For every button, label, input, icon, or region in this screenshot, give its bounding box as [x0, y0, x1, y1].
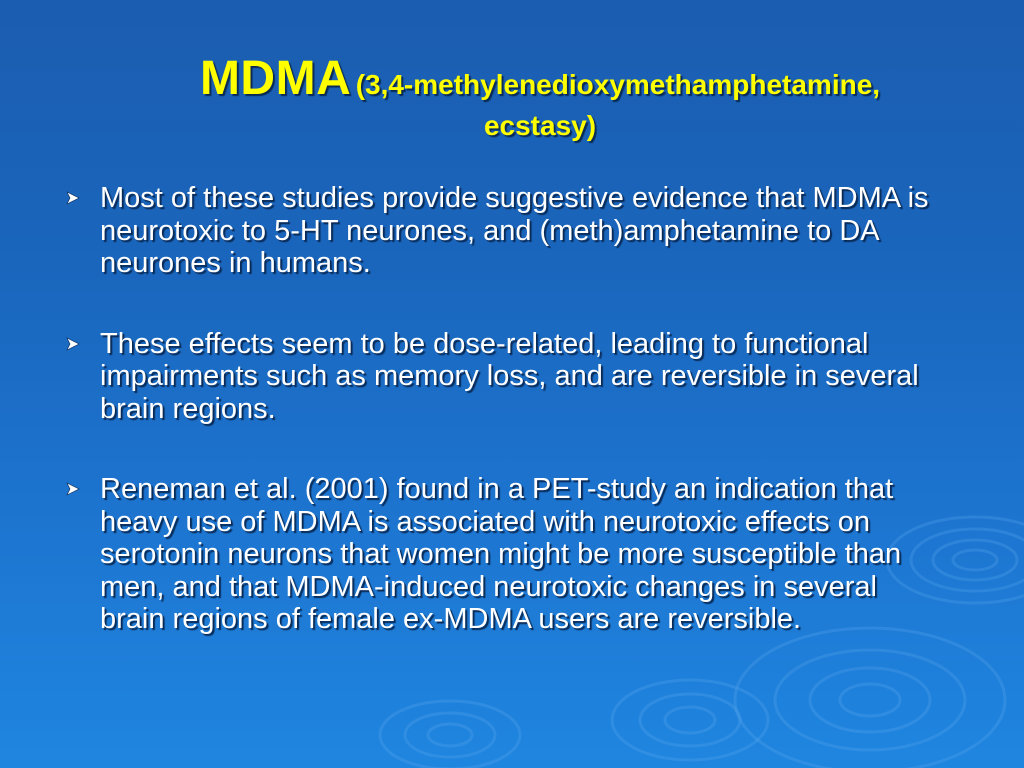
title-subtitle-continued: ecstasy) — [483, 109, 597, 141]
slide-title — [60, 50, 1020, 143]
bullet-text: Most of these studies provide suggestive evidence that MDMA is neurotoxic to 5-HT neurones, and (meth)amphetamine to DA neurones in humans. — [100, 182, 929, 279]
bullet-item — [62, 473, 942, 636]
bullet-text: Reneman et al. (2001) found in a PET-study an indication that heavy use of MDMA is associated with neurotoxic effects on serotonin neurons that women might be more susceptible than men, and that MDMA-induced neurotoxic changes in several brain regions of female ex-MDMA users are reversible. — [100, 473, 902, 635]
bullet-item — [62, 328, 942, 426]
bullet-item — [62, 182, 942, 280]
arrow-bullet-icon — [66, 482, 80, 496]
arrow-bullet-icon — [66, 191, 80, 205]
title-main: MDMA — [199, 52, 352, 105]
title-subtitle: (3,4-methylenedioxymethamphetamine, — [355, 69, 881, 100]
bullet-text: These effects seem to be dose-related, leading to functional impairments such as memory loss, and are reversible in several brain regions. — [100, 327, 919, 425]
arrow-bullet-icon — [66, 337, 80, 351]
bullet-list — [62, 182, 942, 684]
